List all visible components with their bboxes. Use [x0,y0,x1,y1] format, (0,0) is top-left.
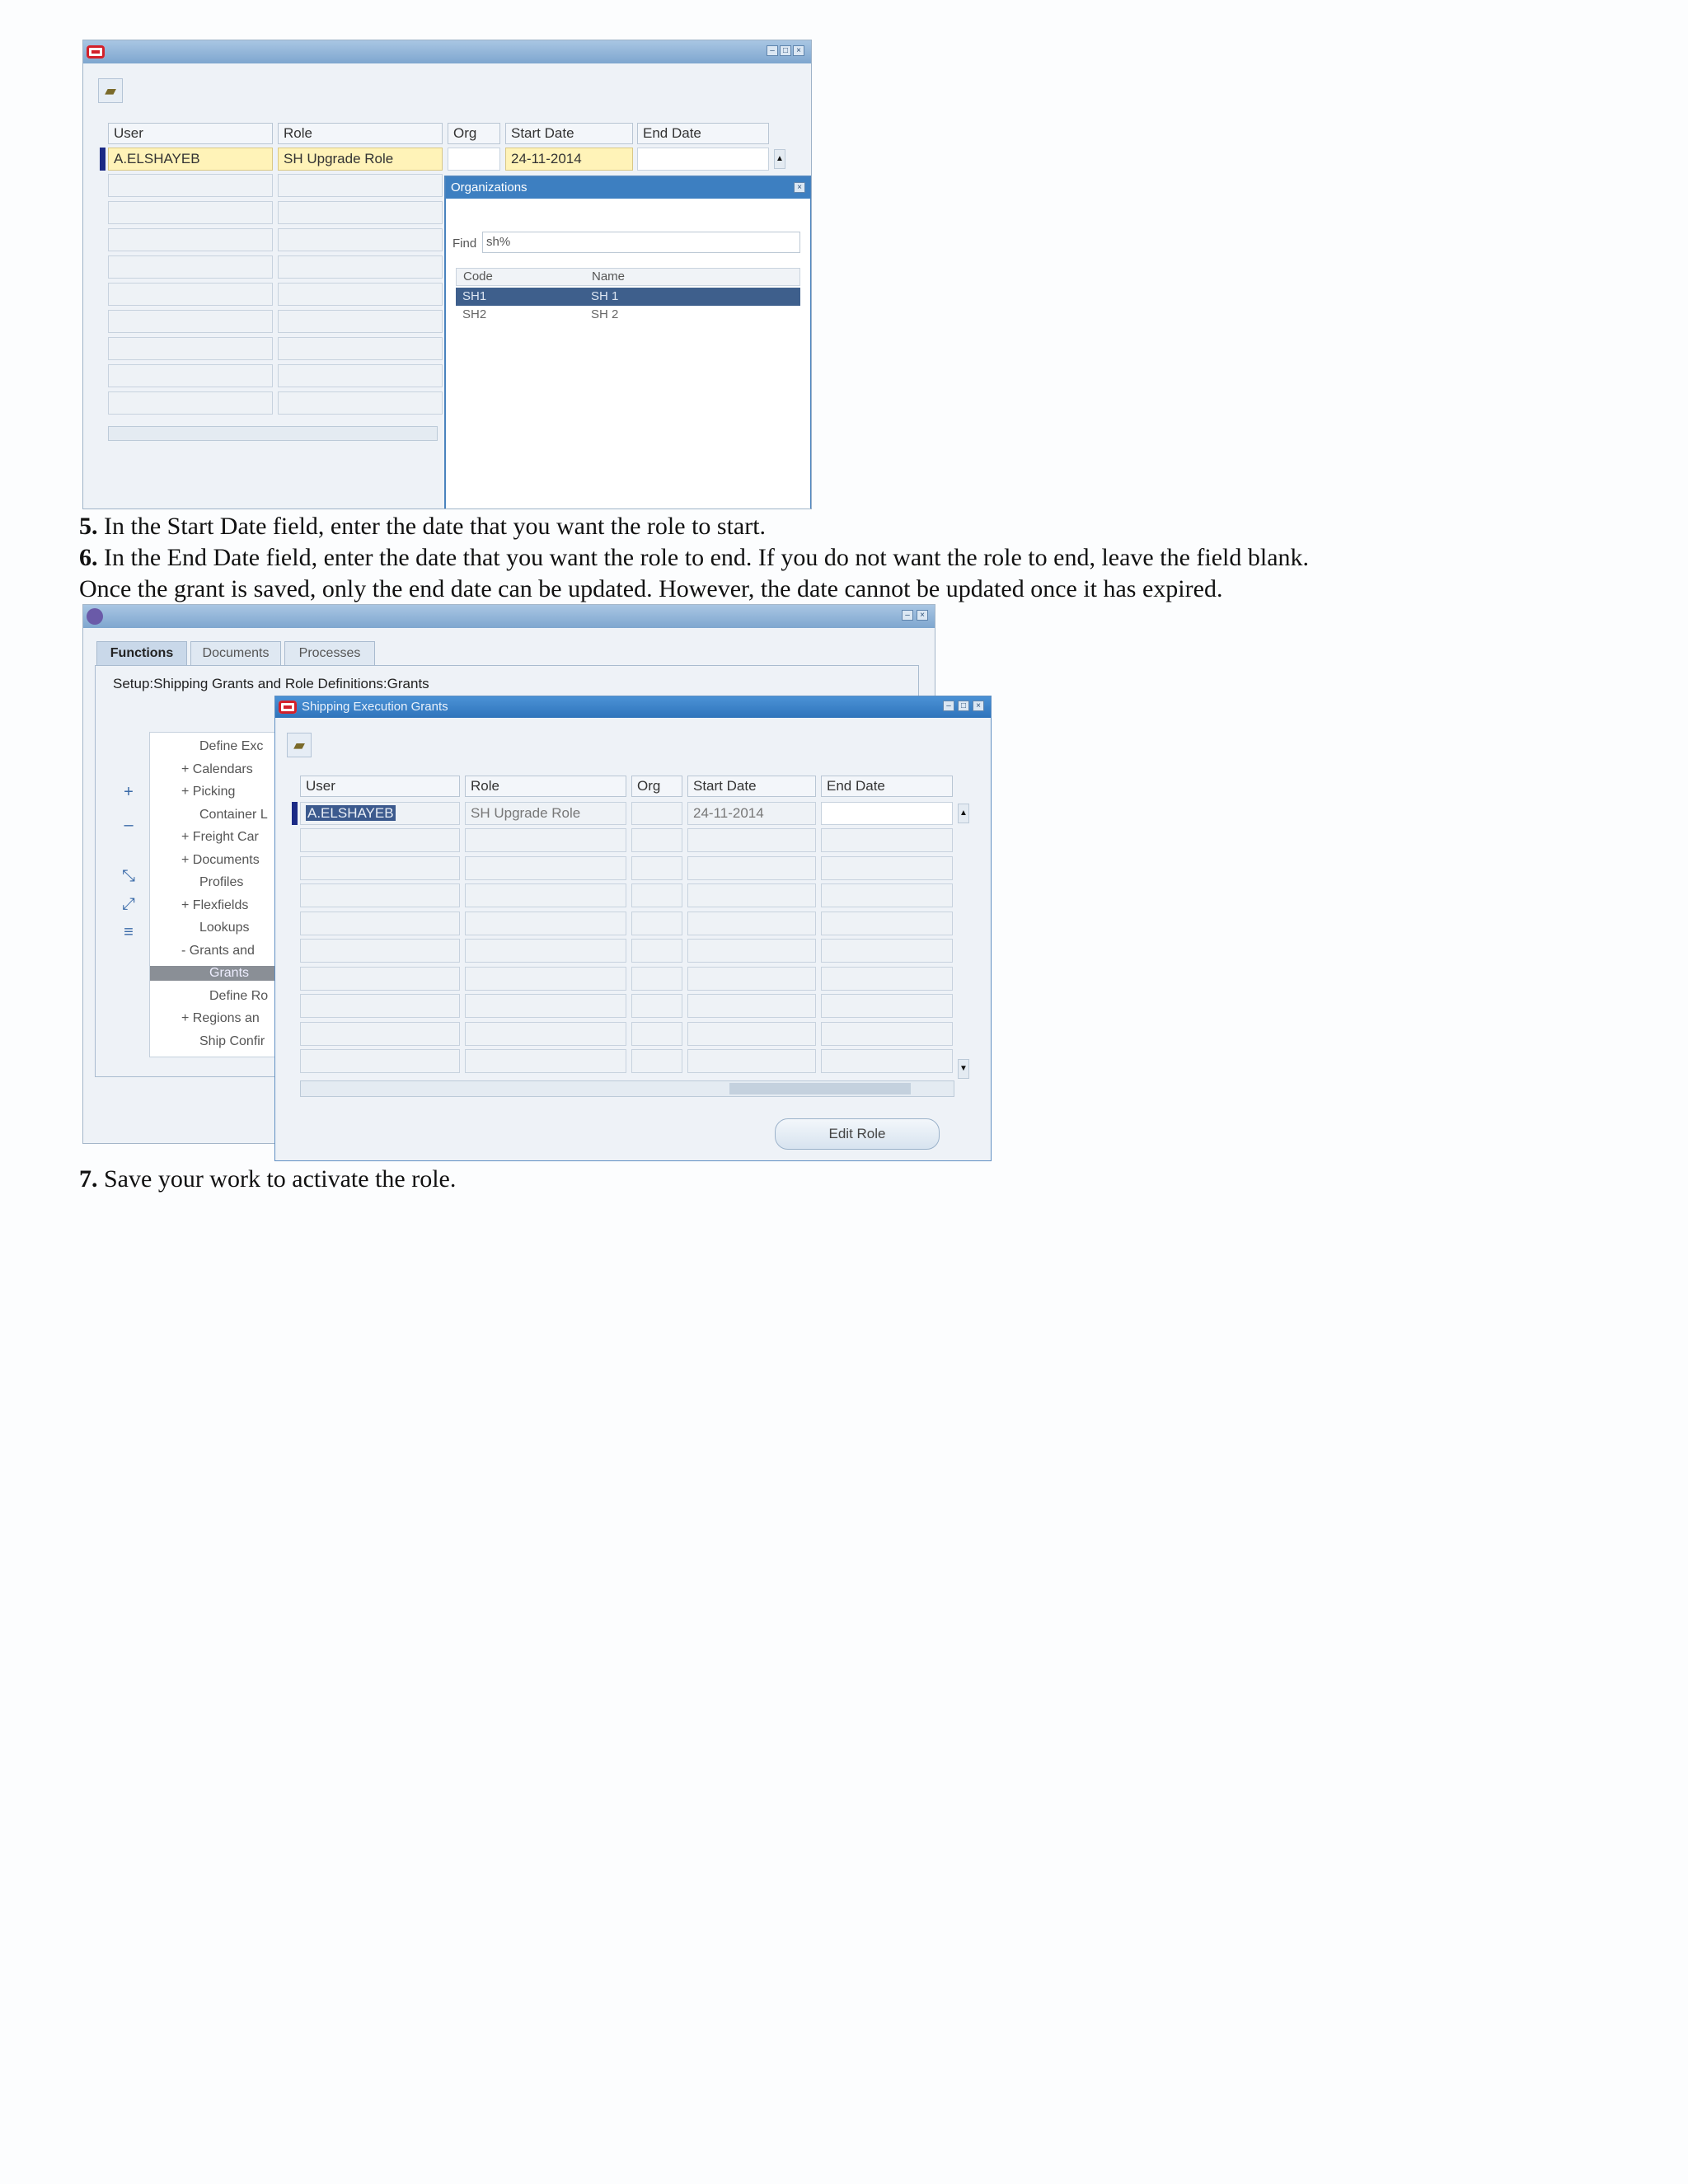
list-header-name: Name [592,269,626,284]
empty-cell[interactable] [108,255,273,279]
tab-documents[interactable]: Documents [190,641,281,666]
empty-cell[interactable] [465,994,626,1018]
list-item-code: SH1 [462,289,487,303]
empty-cell[interactable] [821,939,953,963]
column-header-user: User [300,776,460,797]
scroll-up-icon[interactable]: ▲ [774,149,785,169]
empty-cell[interactable] [687,912,816,935]
horizontal-scrollbar[interactable] [300,1080,954,1097]
empty-cell[interactable] [631,883,682,907]
empty-cell[interactable] [821,856,953,880]
tree-item[interactable]: + Picking [181,785,236,799]
tree-item[interactable]: Lookups [199,921,250,935]
empty-cell[interactable] [687,994,816,1018]
find-label: Find [452,237,477,251]
empty-cell[interactable] [631,912,682,935]
list-header [456,268,800,286]
column-header-org: Org [448,123,500,144]
end-date-cell[interactable] [637,148,769,171]
empty-cell[interactable] [278,337,443,360]
collapse-icon[interactable]: – [124,816,134,834]
step-number: 5. [79,513,98,540]
empty-cell[interactable] [465,883,626,907]
empty-cell[interactable] [108,391,273,415]
empty-cell[interactable] [278,174,443,197]
column-header-start-date: Start Date [505,123,633,144]
popup-title: Organizations [446,177,810,199]
oracle-logo-icon [87,45,105,59]
minimize-icon[interactable]: – [902,610,913,621]
organizations-lov-screenshot [82,40,812,509]
list-item-code: SH2 [462,307,487,321]
tree-item[interactable]: + Calendars [181,762,253,776]
empty-cell[interactable] [300,856,460,880]
tree-item[interactable]: Profiles [199,875,244,889]
start-date-cell[interactable]: 24-11-2014 [687,802,816,825]
empty-cell[interactable] [108,310,273,333]
list-item-name: SH 2 [591,307,619,321]
empty-cell[interactable] [821,1022,953,1046]
empty-cell[interactable] [821,883,953,907]
end-date-cell[interactable] [821,802,953,825]
maximize-icon[interactable]: □ [958,701,969,711]
empty-cell[interactable] [300,883,460,907]
popup-close-icon[interactable]: × [794,182,805,193]
scroll-up-icon[interactable]: ▲ [958,804,969,823]
empty-cell[interactable] [687,939,816,963]
empty-cell[interactable] [687,1049,816,1073]
column-header-end-date: End Date [637,123,769,144]
column-header-end-date: End Date [821,776,953,797]
role-cell[interactable]: SH Upgrade Role [465,802,626,825]
empty-cell[interactable] [300,1049,460,1073]
open-folder-icon[interactable]: ▰ [287,733,312,757]
step-text: In the End Date field, enter the date that you want the role to end. If you do not want the role to end, leave the field blank. [104,544,1310,571]
tree-item[interactable]: + Freight Car [181,830,259,844]
tree-item[interactable]: Ship Confir [199,1033,265,1048]
empty-cell[interactable] [278,283,443,306]
empty-cell[interactable] [631,994,682,1018]
tree-item[interactable]: Grants [150,966,313,981]
scroll-down-icon[interactable]: ▼ [958,1059,969,1079]
empty-cell[interactable] [687,856,816,880]
open-folder-icon[interactable]: ▰ [98,78,123,103]
org-cell[interactable] [631,802,682,825]
step-number: 7. [79,1165,98,1193]
current-record-indicator [100,148,106,171]
list-item-name: SH 1 [591,289,619,303]
empty-cell[interactable] [631,856,682,880]
column-header-org: Org [631,776,682,797]
user-cell[interactable]: A.ELSHAYEB [108,148,273,171]
horizontal-scrollbar[interactable] [108,426,438,441]
empty-cell[interactable] [631,1022,682,1046]
empty-cell[interactable] [300,912,460,935]
window-titlebar [83,40,811,63]
empty-cell[interactable] [278,228,443,251]
scroll-thumb[interactable] [729,1083,911,1094]
empty-cell[interactable] [465,939,626,963]
empty-cell[interactable] [821,994,953,1018]
empty-cell[interactable] [278,255,443,279]
empty-cell[interactable] [278,201,443,224]
column-header-user: User [108,123,273,144]
tree-item[interactable]: Container L [199,807,268,822]
list-item[interactable] [456,288,800,306]
column-header-role: Role [278,123,443,144]
empty-cell[interactable] [108,364,273,387]
empty-cell[interactable] [687,967,816,991]
empty-cell[interactable] [300,967,460,991]
empty-cell[interactable] [300,994,460,1018]
oracle-logo-icon [279,701,297,714]
tab-processes[interactable]: Processes [284,641,375,666]
maximize-icon[interactable]: □ [780,45,791,56]
close-icon[interactable]: × [917,610,928,621]
empty-cell[interactable] [108,201,273,224]
empty-cell[interactable] [821,912,953,935]
expand-all-icon[interactable]: ⤡ [122,867,135,885]
user-cell[interactable] [300,802,460,825]
step-text: In the Start Date field, enter the date that you want the role to start. [104,513,767,540]
empty-cell[interactable] [687,883,816,907]
top-ten-icon[interactable]: ≡ [124,923,134,941]
step-text: Save your work to activate the role. [104,1165,457,1193]
tab-functions[interactable]: Functions [96,641,187,666]
minimize-icon[interactable]: – [767,45,778,56]
empty-cell[interactable] [821,967,953,991]
empty-cell[interactable] [108,228,273,251]
column-header-role: Role [465,776,626,797]
empty-cell[interactable] [687,1022,816,1046]
empty-cell[interactable] [278,391,443,415]
empty-cell[interactable] [108,174,273,197]
empty-cell[interactable] [300,939,460,963]
empty-cell[interactable] [631,967,682,991]
empty-cell[interactable] [465,1049,626,1073]
step-7 [79,1164,456,1195]
empty-cell[interactable] [821,828,953,852]
tree-item[interactable]: + Regions an [181,1011,260,1025]
edit-role-button[interactable]: Edit Role [775,1118,940,1150]
empty-cell[interactable] [465,1022,626,1046]
close-icon[interactable]: × [793,45,804,56]
empty-cell[interactable] [465,967,626,991]
column-header-start-date: Start Date [687,776,816,797]
step-6-continued: Once the grant is saved, only the end date can be updated. However, the date cannot be updated once it has expired. [79,575,1223,602]
empty-cell[interactable] [278,310,443,333]
tree-item[interactable]: - Grants and [181,943,255,958]
close-icon[interactable]: × [973,701,984,711]
org-cell[interactable] [448,148,500,171]
empty-cell[interactable] [687,828,816,852]
current-record-indicator [292,802,298,825]
collapse-all-icon[interactable]: ⤢ [122,895,135,913]
grants-titlebar [275,696,991,718]
tree-item[interactable]: Define Ro [209,988,269,1003]
empty-cell[interactable] [631,939,682,963]
tree-item[interactable]: + Documents [181,852,260,867]
empty-cell[interactable] [821,1049,953,1073]
tree-item[interactable]: Define Exc [199,739,264,753]
user-cell-selected-text: A.ELSHAYEB [307,805,394,821]
empty-cell[interactable] [465,856,626,880]
empty-cell[interactable] [108,283,273,306]
step-5 [79,511,766,542]
window-title: Shipping Execution Grants [302,700,448,714]
list-item[interactable] [456,306,800,324]
empty-cell[interactable] [300,1022,460,1046]
expand-icon[interactable]: + [124,783,134,801]
minimize-icon[interactable]: – [943,701,954,711]
breadcrumb: Setup:Shipping Grants and Role Definitions:Grants [113,676,429,691]
navigator-logo-icon [87,608,103,625]
list-header-code: Code [463,269,493,284]
empty-cell[interactable] [631,1049,682,1073]
empty-cell[interactable] [108,337,273,360]
empty-cell[interactable] [631,828,682,852]
empty-cell[interactable] [465,828,626,852]
role-cell[interactable]: SH Upgrade Role [278,148,443,171]
empty-cell[interactable] [300,828,460,852]
find-input[interactable]: sh% [482,232,800,253]
step-6 [79,542,1309,574]
empty-cell[interactable] [278,364,443,387]
step-number: 6. [79,544,98,571]
navigator-titlebar [83,605,935,628]
organizations-popup [444,176,812,509]
tree-item[interactable]: + Flexfields [181,898,249,912]
start-date-cell[interactable]: 24-11-2014 [505,148,633,171]
grants-window-screenshot [274,696,992,1161]
empty-cell[interactable] [465,912,626,935]
